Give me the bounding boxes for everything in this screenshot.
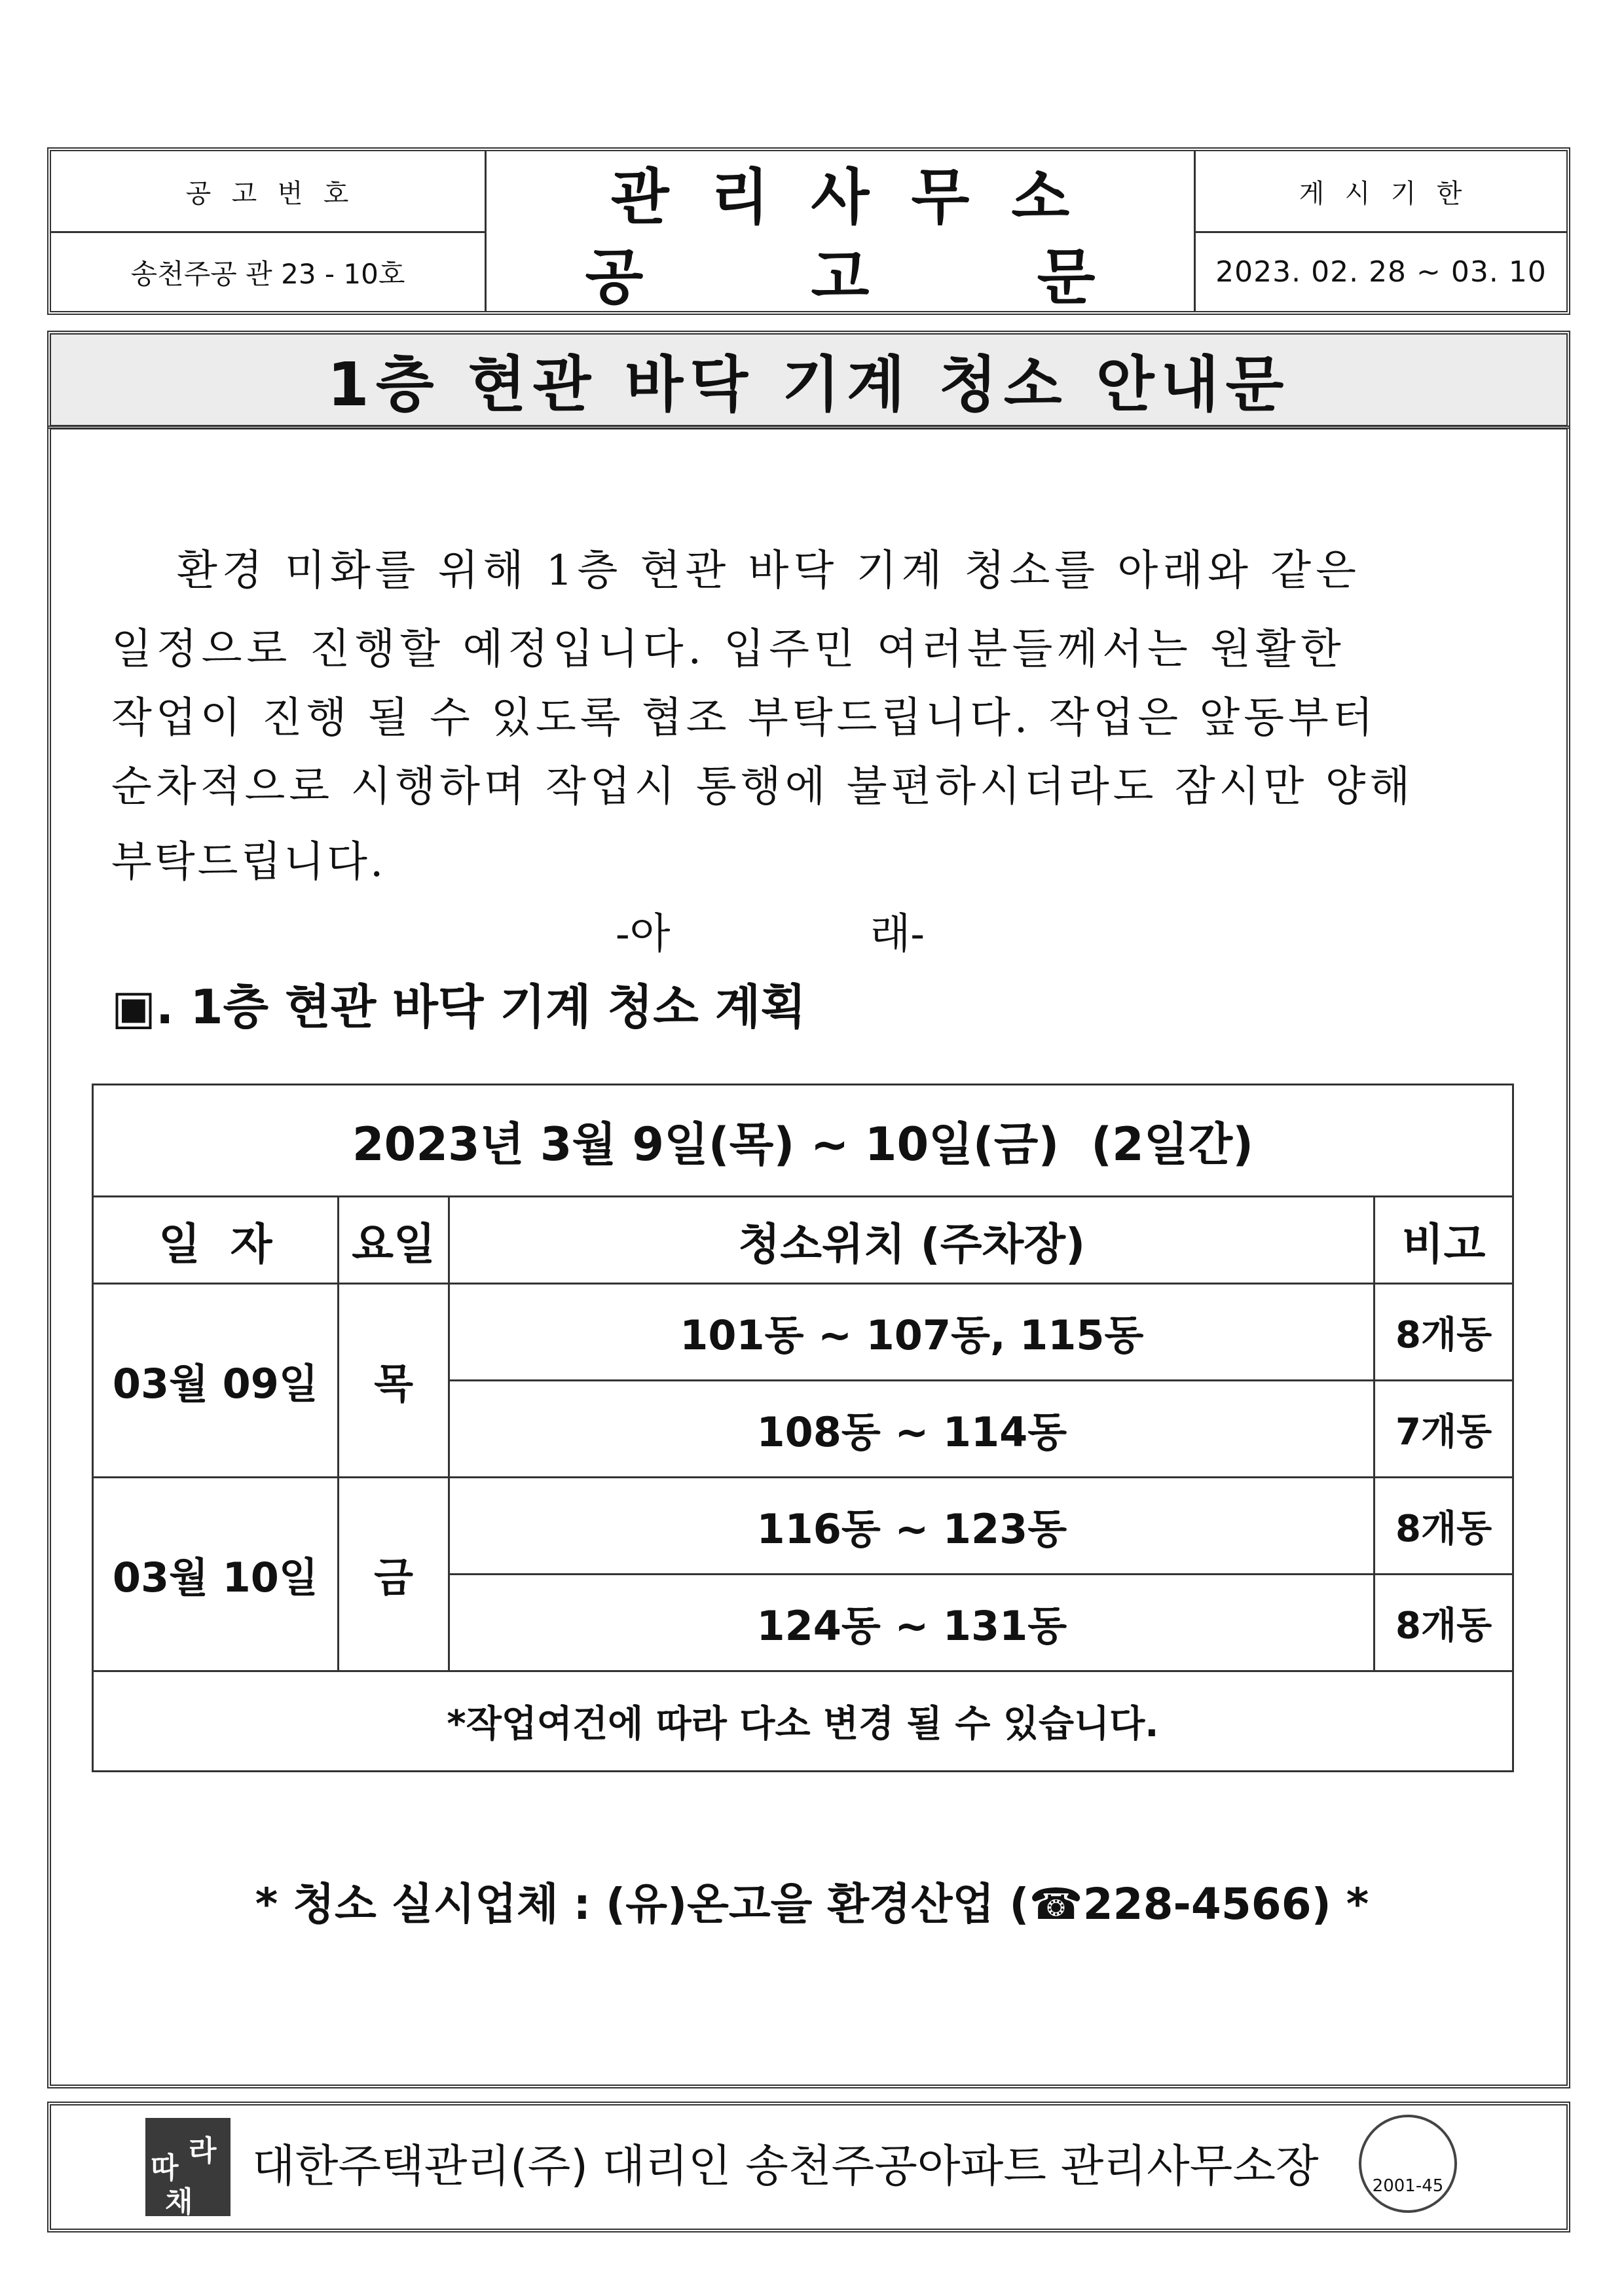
notice-number-label: 공 고 번 호 <box>185 178 350 209</box>
body-line-5: 부탁드립니다. <box>111 838 386 886</box>
section-heading: ▣. 1층 현관 바닥 기계 청소 계획 <box>111 979 806 1034</box>
schedule-note: *작업여건에 따라 다소 변경 될 수 있습니다. <box>93 1671 1513 1772</box>
table-row <box>93 1284 1513 1381</box>
column-header-remark: 비고 <box>1375 1197 1513 1284</box>
location-cell: 101동 ~ 107동, 115동 <box>449 1284 1375 1381</box>
column-header-weekday: 요일 <box>338 1197 449 1284</box>
office-title-line1: 관 리 사 무 소 <box>610 161 1070 232</box>
schedule-period-row <box>93 1085 1513 1197</box>
office-title-line2-cell <box>487 233 1194 311</box>
date-cell: 03월 09일 <box>93 1284 339 1478</box>
issuer-name: 대한주택관리(주) 대리인 송천주공아파트 관리사무소장 <box>252 2141 1319 2193</box>
remark-cell: 8개동 <box>1375 1575 1513 1671</box>
schedule-table <box>92 1084 1514 1772</box>
posting-period-cell <box>1194 233 1566 311</box>
posting-period-label-cell <box>1194 151 1566 233</box>
weekday-cell: 목 <box>338 1284 449 1478</box>
schedule-header-row <box>93 1197 1513 1284</box>
remark-cell: 8개동 <box>1375 1478 1513 1575</box>
notice-number-cell <box>51 233 487 311</box>
location-cell: 124동 ~ 131동 <box>449 1575 1375 1671</box>
body-line-4: 순차적으로 시행하며 작업시 통행에 불편하시더라도 잠시만 양해 <box>111 763 1414 811</box>
logo-char-2: 라 <box>189 2134 217 2168</box>
company-logo <box>145 2118 231 2219</box>
posting-period-label: 게 시 기 한 <box>1299 178 1464 209</box>
column-header-location: 청소위치 (주차장) <box>449 1197 1375 1284</box>
body-line-2: 일정으로 진행할 예정입니다. 입주민 여러분들께서는 원활한 <box>111 625 1346 674</box>
seal-number: 2001-45 <box>1372 2176 1444 2196</box>
official-seal <box>1359 2115 1457 2213</box>
office-title-line2: 공 고 문 <box>585 241 1096 312</box>
location-cell: 116동 ~ 123동 <box>449 1478 1375 1575</box>
page-title: 1층 현관 바닥 기계 청소 안내문 <box>327 350 1291 420</box>
notice-number: 송천주공 관 23 - 10호 <box>130 257 405 290</box>
body-line-3: 작업이 진행 될 수 있도록 협조 부탁드립니다. 작업은 앞동부터 <box>111 694 1377 742</box>
logo-char-3: 채 <box>165 2185 193 2219</box>
remark-cell: 7개동 <box>1375 1381 1513 1478</box>
schedule-note-row <box>93 1671 1513 1772</box>
column-header-date: 일 자 <box>93 1197 339 1284</box>
schedule-period: 2023년 3월 9일(목) ~ 10일(금) (2일간) <box>93 1085 1513 1197</box>
location-cell: 108동 ~ 114동 <box>449 1381 1375 1478</box>
remark-cell: 8개동 <box>1375 1284 1513 1381</box>
office-title-line1-cell <box>487 151 1194 233</box>
logo-char-1: 따 <box>151 2151 179 2185</box>
notice-number-label-cell <box>51 151 487 233</box>
posting-period: 2023. 02. 28 ~ 03. 10 <box>1215 255 1547 289</box>
table-row <box>93 1478 1513 1575</box>
date-cell: 03월 10일 <box>93 1478 339 1671</box>
contractor-line: * 청소 실시업체 : (유)온고을 환경산업 (☎228-4566) * <box>255 1879 1369 1929</box>
below-marker: -아 래- <box>616 910 925 958</box>
weekday-cell: 금 <box>338 1478 449 1671</box>
body-line-1: 환경 미화를 위해 1층 현관 바닥 기계 청소를 아래와 같은 <box>177 547 1361 595</box>
title-bar <box>47 331 1570 429</box>
notice-header <box>47 147 1570 315</box>
